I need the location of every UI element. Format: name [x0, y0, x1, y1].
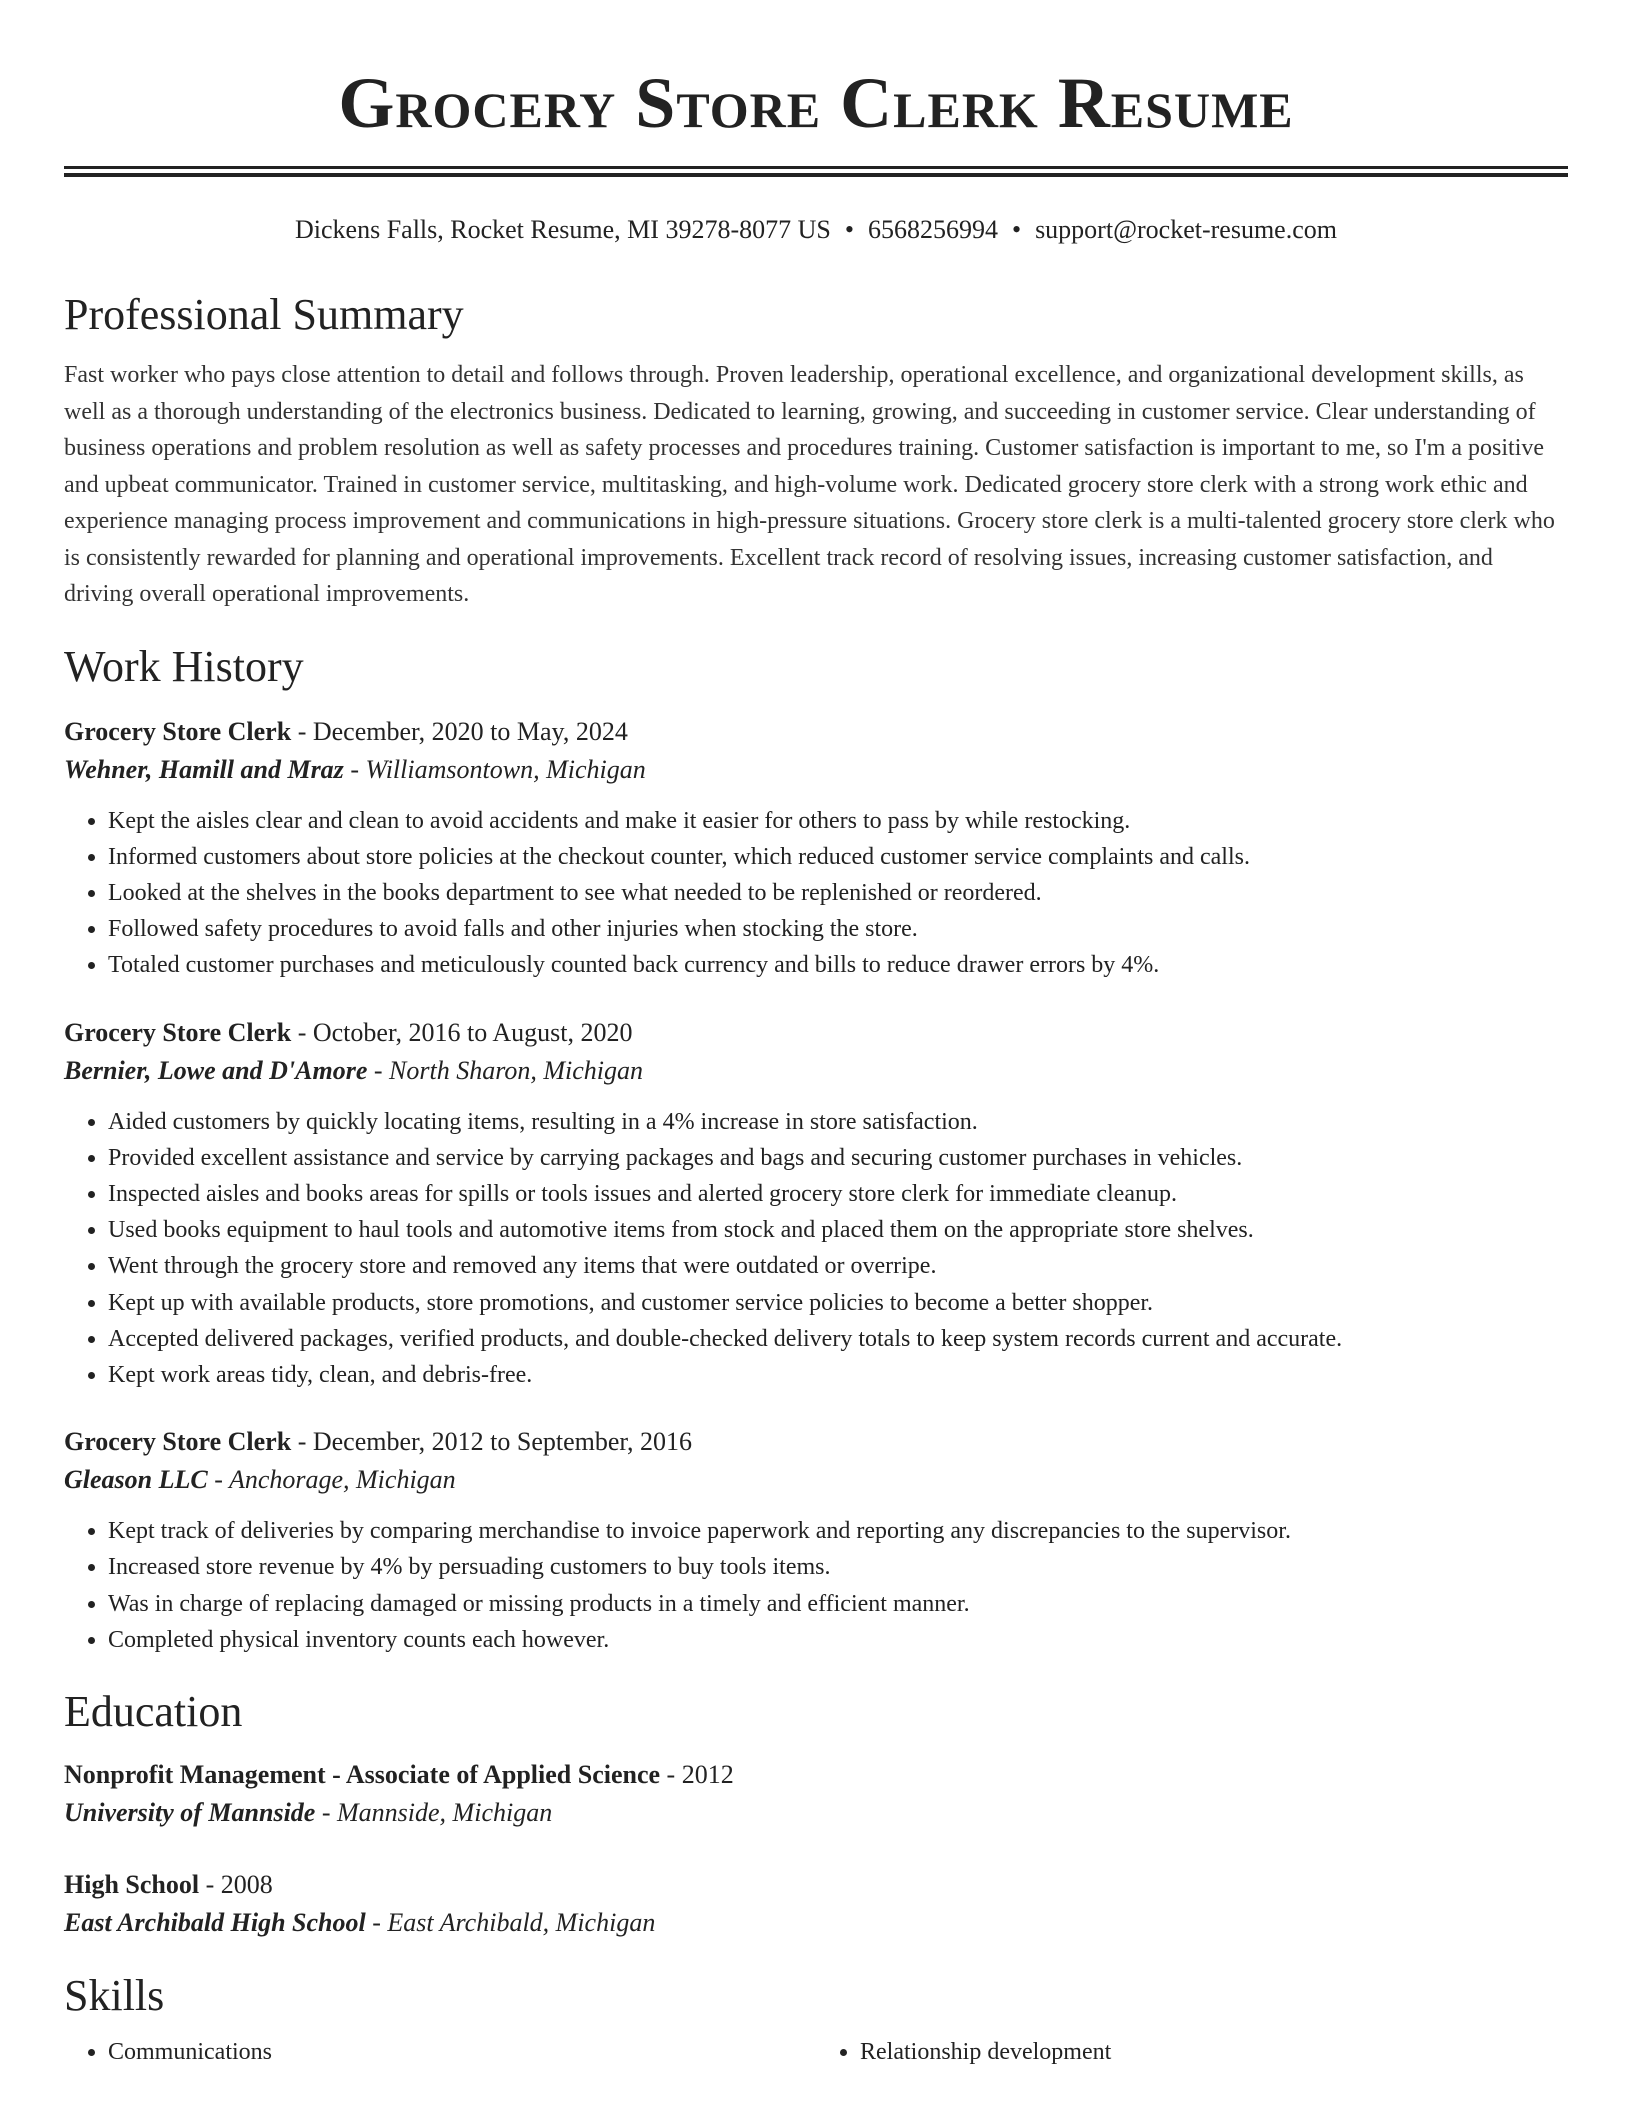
summary-heading: Professional Summary [64, 290, 464, 339]
list-item: • Kept the aisles clear and clean to avoid accidents and make it easier for others to pass by while restocking. [108, 803, 1568, 839]
job-title: Grocery Store Clerk [64, 716, 292, 746]
education-entry [64, 1756, 1568, 1832]
school-name: East Archibald High School [64, 1907, 366, 1937]
list-item: • Aided customers by quickly locating items, resulting in a 4% increase in store satisfaction. [108, 1104, 1568, 1140]
job-dates: December, 2020 to May, 2024 [312, 716, 628, 746]
contact-phone: 6568256994 [867, 215, 998, 244]
degree-line: High School - 2008 [64, 1869, 273, 1899]
job-dates: October, 2016 to August, 2020 [312, 1017, 633, 1047]
job-entry [64, 1423, 1568, 1658]
employer-name: Bernier, Lowe and D'Amore [64, 1055, 368, 1085]
contact-separator: • [1011, 215, 1022, 244]
skills-list-left [64, 2034, 816, 2070]
job-title-line: Grocery Store Clerk - December, 2012 to September, 2016 [64, 1427, 693, 1457]
employer-line: Wehner, Hamill and Mraz - Williamsontown, Michigan [64, 754, 646, 784]
degree-line: Nonprofit Management - Associate of Applied Science - 2012 [64, 1759, 734, 1789]
list-item: • Totaled customer purchases and meticulously counted back currency and bills to reduce drawer errors by 4%. [108, 947, 1568, 983]
employer-name: Wehner, Hamill and Mraz [64, 754, 344, 784]
contact-line [64, 213, 1568, 247]
school-name: University of Mannside [64, 1797, 316, 1827]
list-item: • Inspected aisles and books areas for spills or tools issues and alerted grocery store clerk for immediate cleanup. [108, 1176, 1568, 1212]
title-divider [64, 166, 1568, 177]
skills-columns [64, 2034, 1568, 2070]
skill-item: • Relationship development [860, 2034, 1568, 2070]
job-duties-list [64, 1513, 1568, 1658]
job-dates: December, 2012 to September, 2016 [312, 1427, 693, 1457]
skills-heading: Skills [64, 1970, 165, 2020]
employer-line: Bernier, Lowe and D'Amore - North Sharon, Michigan [64, 1055, 644, 1085]
job-title-line: Grocery Store Clerk - October, 2016 to August, 2020 [64, 1017, 633, 1047]
contact-separator: • [844, 215, 854, 244]
skill-item: • Communications [108, 2034, 816, 2070]
list-item: • Accepted delivered packages, verified products, and double-checked delivery totals to keep system records current and accurate. [108, 1321, 1568, 1357]
employer-name: Gleason LLC [64, 1465, 208, 1495]
degree-name: Nonprofit Management - Associate of Applied Science [64, 1759, 661, 1789]
list-item: • Followed safety procedures to avoid falls and other injuries when stocking the store. [108, 911, 1568, 947]
list-item: • Completed physical inventory counts each however. [108, 1622, 1568, 1658]
list-item: • Looked at the shelves in the books department to see what needed to be replenished or reordered. [108, 875, 1568, 911]
list-item: • Went through the grocery store and removed any items that were outdated or overripe. [108, 1248, 1568, 1284]
list-item: • Kept track of deliveries by comparing merchandise to invoice paperwork and reporting any discrepancies to the supervisor. [108, 1513, 1568, 1549]
job-title-line: Grocery Store Clerk - December, 2020 to May, 2024 [64, 716, 628, 746]
degree-year: 2008 [220, 1869, 273, 1899]
list-item: • Kept up with available products, store promotions, and customer service policies to become a better shopper. [108, 1285, 1568, 1321]
employer-location: Williamsontown, Michigan [365, 754, 646, 784]
resume-title: Grocery Store Clerk Resume [338, 63, 1294, 143]
degree-name: High School [64, 1869, 200, 1899]
school-line: University of Mannside - Mannside, Michigan [64, 1797, 553, 1827]
job-duties-list [64, 1104, 1568, 1394]
work-history-heading: Work History [64, 641, 304, 691]
degree-year: 2012 [681, 1759, 734, 1789]
job-title: Grocery Store Clerk [64, 1017, 292, 1047]
job-title: Grocery Store Clerk [64, 1427, 292, 1457]
job-duties-list [64, 803, 1568, 984]
contact-address: Dickens Falls, Rocket Resume, MI 39278-8077 US [295, 215, 831, 244]
education-entry [64, 1866, 1568, 1942]
list-item: • Informed customers about store policies at the checkout counter, which reduced customer service complaints and calls. [108, 839, 1568, 875]
list-item: • Was in charge of replacing damaged or missing products in a timely and efficient manner. [108, 1586, 1568, 1622]
job-entry [64, 713, 1568, 984]
school-location: Mannside, Michigan [337, 1797, 553, 1827]
education-heading: Education [64, 1686, 243, 1736]
contact-email: support@rocket-resume.com [1035, 215, 1337, 244]
skills-list-right [816, 2034, 1568, 2070]
list-item: • Increased store revenue by 4% by persuading customers to buy tools items. [108, 1549, 1568, 1585]
job-entry [64, 1014, 1568, 1394]
school-location: East Archibald, Michigan [387, 1907, 656, 1937]
employer-location: Anchorage, Michigan [228, 1465, 456, 1495]
employer-line: Gleason LLC - Anchorage, Michigan [64, 1465, 456, 1495]
list-item: • Provided excellent assistance and service by carrying packages and bags and securing customer purchases in vehicles. [108, 1140, 1568, 1176]
list-item: • Used books equipment to haul tools and automotive items from stock and placed them on the appropriate store shelves. [108, 1212, 1568, 1248]
employer-location: North Sharon, Michigan [389, 1055, 644, 1085]
school-line: East Archibald High School - East Archibald, Michigan [64, 1907, 656, 1937]
summary-text: Fast worker who pays close attention to detail and follows through. Proven leadership, operational excellence, and organizational development skills, as well as a thorough understanding of the electronics business. Dedicated to learning, growing, and succeeding in customer service. Clear understanding of business operations and problem resolution as well as safety processes and procedures training. Customer satisfaction is important to me, so I'm a positive and upbeat communicator. Trained in customer service, multitasking, and high-volume work. Dedicated grocery store clerk with a strong work ethic and experience managing process improvement and communications in high-pressure situations. Grocery store clerk is a multi-talented grocery store clerk who is consistently rewarded for planning and operational improvements. Excellent track record of resolving issues, increasing customer satisfaction, and driving overall operational improvements. [64, 362, 1555, 607]
list-item: • Kept work areas tidy, clean, and debris-free. [108, 1357, 1568, 1393]
